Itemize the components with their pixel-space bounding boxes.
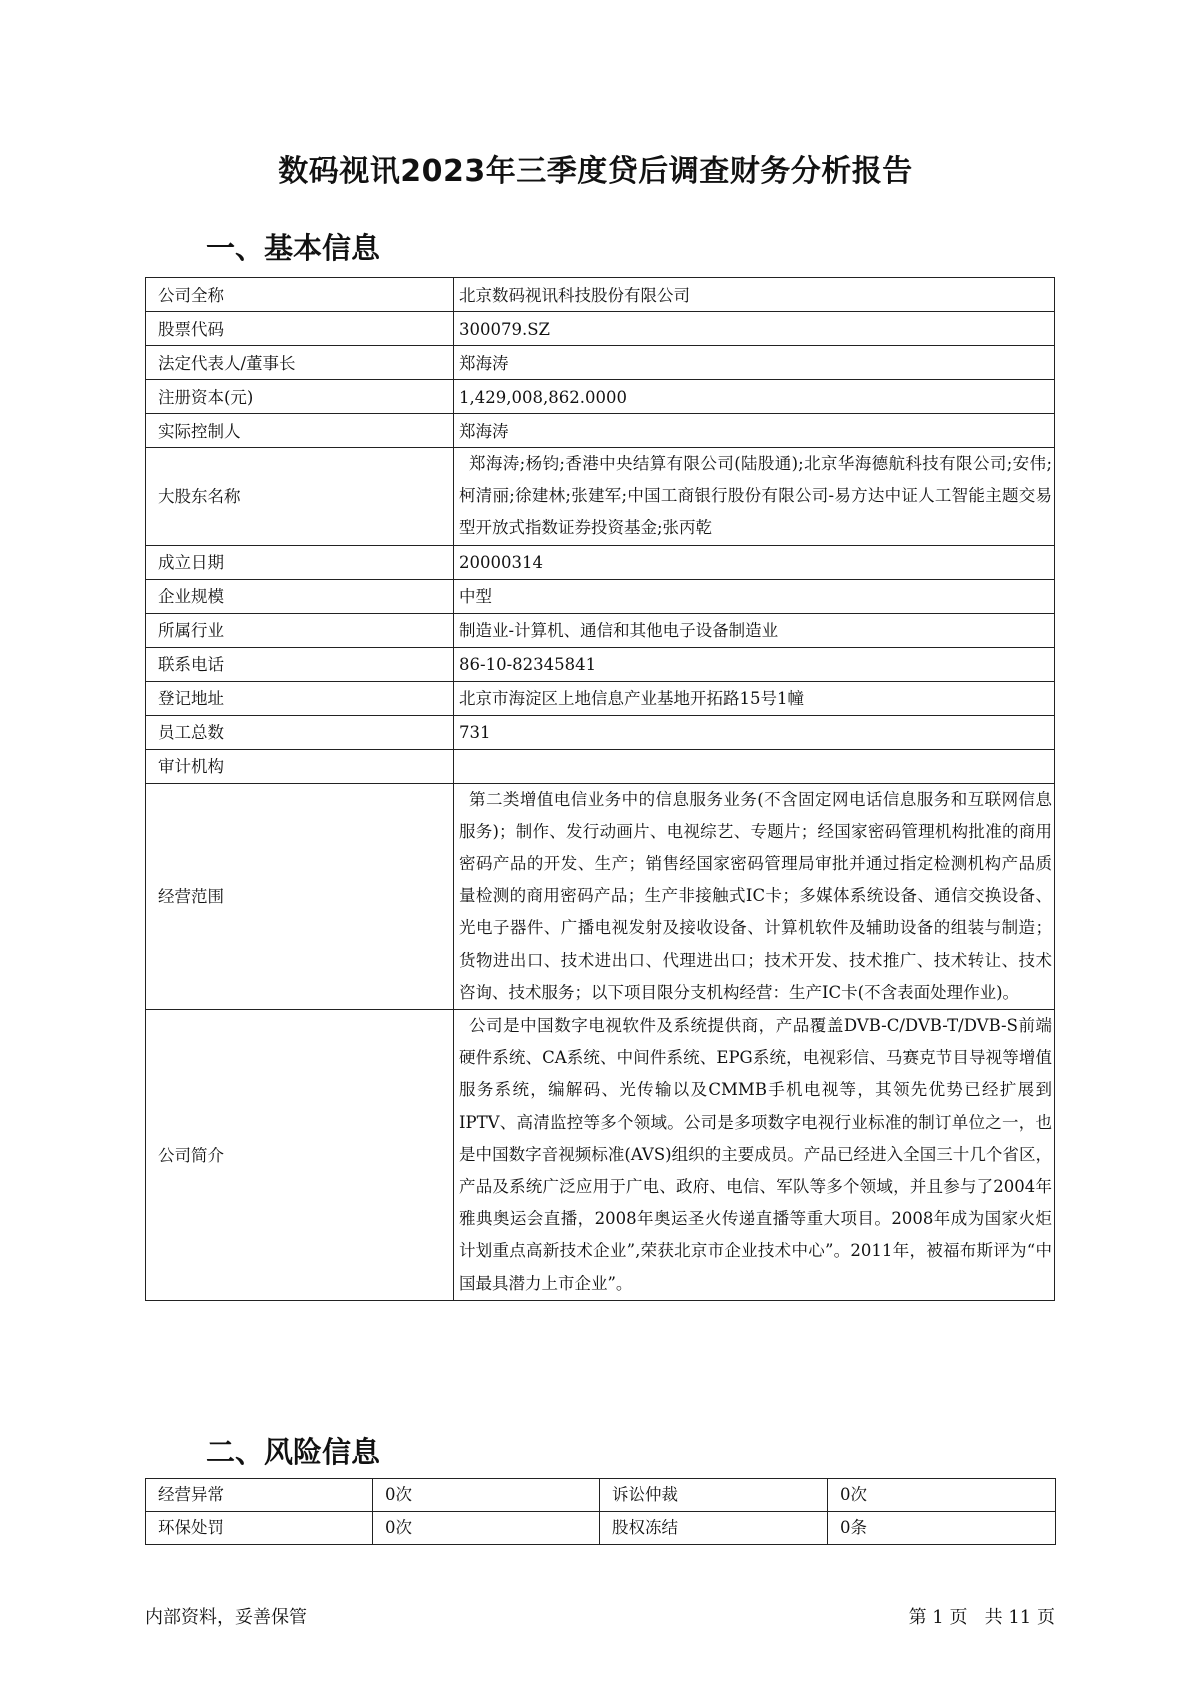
risk-value: 0次 xyxy=(373,1479,600,1512)
table-row xyxy=(146,647,1055,681)
table-row xyxy=(146,278,1055,312)
risk-label: 环保处罚 xyxy=(146,1512,373,1545)
row-label: 公司简介 xyxy=(146,1010,454,1301)
risk-label: 经营异常 xyxy=(146,1479,373,1512)
row-label: 联系电话 xyxy=(146,647,454,681)
table-row xyxy=(146,749,1055,783)
table-row xyxy=(146,545,1055,579)
row-value: 第二类增值电信业务中的信息服务业务(不含固定网电话信息服务和互联网信息服务)；制作、发行动画片、电视综艺、专题片；经国家密码管理机构批准的商用密码产品的开发、生产；销售经国家密码管理局审批并通过指定检测机构产品质量检测的商用密码产品；生产非接触式IC卡；多媒体系统设备、通信交换设备、光电子器件、广播电视发射及接收设备、计算机软件及辅助设备的组装与制造；货物进出口、技术进出口、代理进出口；技术开发、技术推广、技术转让、技术咨询、技术服务；以下项目限分支机构经营：生产IC卡(不含表面处理作业)。 xyxy=(454,783,1055,1009)
row-label: 实际控制人 xyxy=(146,414,454,448)
row-label: 法定代表人/董事长 xyxy=(146,346,454,380)
risk-label: 诉讼仲裁 xyxy=(600,1479,828,1512)
row-value: 中型 xyxy=(454,579,1055,613)
row-value: 1,429,008,862.0000 xyxy=(454,380,1055,414)
table-row xyxy=(146,312,1055,346)
row-label: 大股东名称 xyxy=(146,448,454,546)
row-value: 北京市海淀区上地信息产业基地开拓路15号1幢 xyxy=(454,681,1055,715)
row-value: 郑海涛;杨钧;香港中央结算有限公司(陆股通);北京华海德航科技有限公司;安伟;柯清丽;徐建林;张建军;中国工商银行股份有限公司-易方达中证人工智能主题交易型开放式指数证券投资基金;张丙乾 xyxy=(454,448,1055,546)
row-label: 注册资本(元) xyxy=(146,380,454,414)
row-value: 北京数码视讯科技股份有限公司 xyxy=(454,278,1055,312)
table-row xyxy=(146,681,1055,715)
risk-label: 股权冻结 xyxy=(600,1512,828,1545)
basic-info-table xyxy=(145,277,1055,1301)
row-value: 制造业-计算机、通信和其他电子设备制造业 xyxy=(454,613,1055,647)
row-label: 经营范围 xyxy=(146,783,454,1009)
risk-value: 0次 xyxy=(828,1479,1056,1512)
table-row xyxy=(146,715,1055,749)
risk-value: 0条 xyxy=(828,1512,1056,1545)
row-label: 股票代码 xyxy=(146,312,454,346)
row-label: 员工总数 xyxy=(146,715,454,749)
table-row xyxy=(146,783,1055,1009)
row-value: 300079.SZ xyxy=(454,312,1055,346)
table-row xyxy=(146,380,1055,414)
row-value: 公司是中国数字电视软件及系统提供商，产品覆盖DVB-C/DVB-T/DVB-S前端硬件系统、CA系统、中间件系统、EPG系统，电视彩信、马赛克节目导视等增值服务系统，编解码、光传输以及CMMB手机电视等，其领先优势已经扩展到IPTV、高清监控等多个领域。公司是多项数字电视行业标准的制订单位之一，也是中国数字音视频标准(AVS)组织的主要成员。产品已经进入全国三十几个省区，产品及系统广泛应用于广电、政府、电信、军队等多个领域，并且参与了2004年雅典奥运会直播，2008年奥运圣火传递直播等重大项目。2008年成为国家火炬计划重点高新技术企业”,荣获北京市企业技术中心”。2011年，被福布斯评为“中国最具潜力上市企业”。 xyxy=(454,1010,1055,1301)
table-row xyxy=(146,579,1055,613)
section-title-risk: 二、风险信息 xyxy=(206,1435,381,1469)
row-label: 企业规模 xyxy=(146,579,454,613)
row-label: 公司全称 xyxy=(146,278,454,312)
row-value: 郑海涛 xyxy=(454,414,1055,448)
row-label: 登记地址 xyxy=(146,681,454,715)
document-title: 数码视讯2023年三季度贷后调查财务分析报告 xyxy=(278,154,913,189)
table-row xyxy=(146,346,1055,380)
footer-confidential-note: 内部资料，妥善保管 xyxy=(145,1607,307,1628)
row-label: 成立日期 xyxy=(146,545,454,579)
footer-page-number: 第 1 页 共 11 页 xyxy=(908,1607,1055,1628)
table-row xyxy=(146,1010,1055,1301)
table-row xyxy=(146,1479,1056,1512)
row-value: 731 xyxy=(454,715,1055,749)
risk-info-table xyxy=(145,1478,1056,1545)
row-label: 审计机构 xyxy=(146,749,454,783)
table-row xyxy=(146,448,1055,546)
row-value: 20000314 xyxy=(454,545,1055,579)
table-row xyxy=(146,414,1055,448)
row-value: 郑海涛 xyxy=(454,346,1055,380)
row-value: 86-10-82345841 xyxy=(454,647,1055,681)
table-row xyxy=(146,613,1055,647)
section-title-basic: 一、基本信息 xyxy=(206,231,381,265)
row-label: 所属行业 xyxy=(146,613,454,647)
row-value xyxy=(454,749,1055,783)
table-row xyxy=(146,1512,1056,1545)
risk-value: 0次 xyxy=(373,1512,600,1545)
